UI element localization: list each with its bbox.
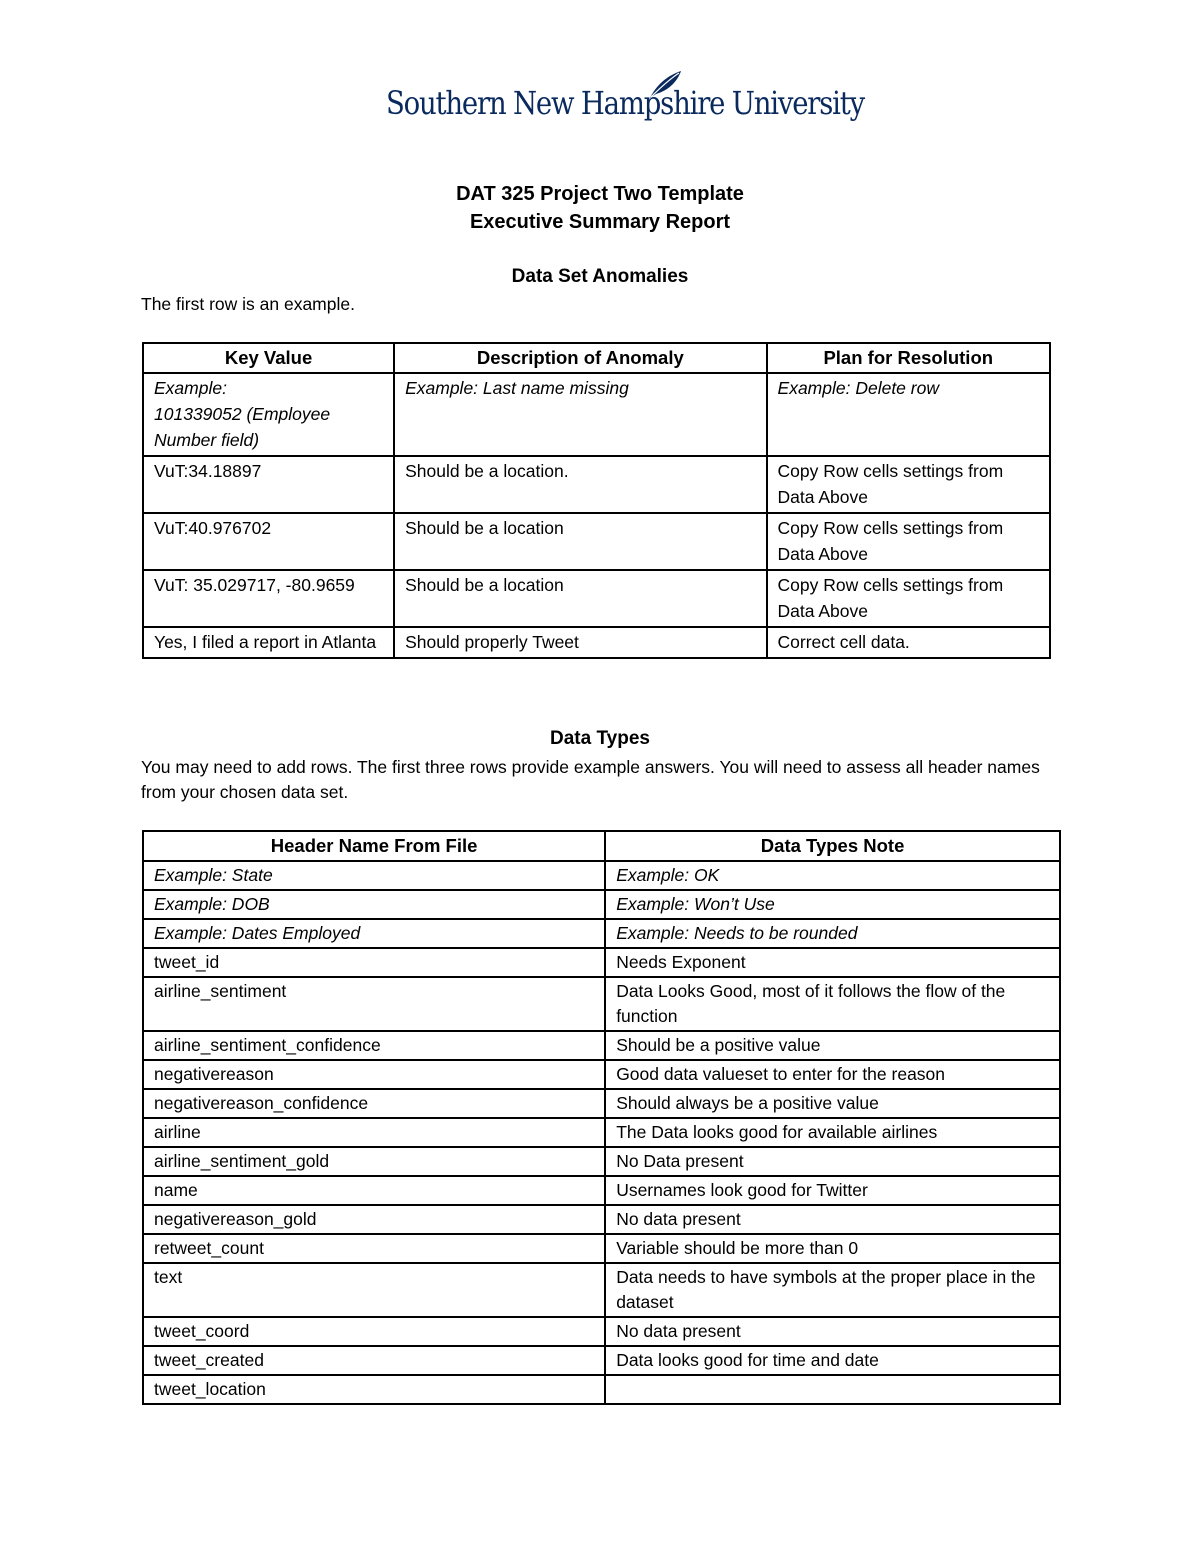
data-types-intro: You may need to add rows. The first three rows provide example answers. You will need to assess all header names from your chosen data set. bbox=[141, 757, 1040, 802]
description-cell: Should be a location. bbox=[394, 456, 766, 513]
document-subtitle: Executive Summary Report bbox=[469, 211, 731, 233]
table-row bbox=[143, 1263, 1060, 1317]
plan-cell: Copy Row cells settings from Data Above bbox=[767, 513, 1050, 570]
table-row bbox=[143, 1147, 1060, 1176]
header-name-cell: tweet_created bbox=[143, 1346, 605, 1375]
data-type-note-cell: Variable should be more than 0 bbox=[605, 1234, 1060, 1263]
table-row bbox=[143, 627, 1050, 658]
data-type-note-cell: Data looks good for time and date bbox=[605, 1346, 1060, 1375]
table-row bbox=[143, 1089, 1060, 1118]
data-type-note-cell: No Data present bbox=[605, 1147, 1060, 1176]
table-row bbox=[143, 948, 1060, 977]
header-name-cell: tweet_id bbox=[143, 948, 605, 977]
table-row bbox=[143, 513, 1050, 570]
header-name-cell: Example: Dates Employed bbox=[143, 919, 605, 948]
table-row bbox=[143, 1031, 1060, 1060]
header-name-cell: airline_sentiment_gold bbox=[143, 1147, 605, 1176]
column-header-header-name: Header Name From File bbox=[143, 831, 605, 861]
data-type-note-cell: Example: Won’t Use bbox=[605, 890, 1060, 919]
table-header-row bbox=[143, 343, 1050, 373]
feather-leaf-icon bbox=[648, 70, 682, 100]
data-type-note-cell: Data Looks Good, most of it follows the flow of the function bbox=[605, 977, 1060, 1031]
column-header-description: Description of Anomaly bbox=[394, 343, 766, 373]
header-name-cell: airline bbox=[143, 1118, 605, 1147]
table-row bbox=[143, 456, 1050, 513]
data-type-note-cell: Good data valueset to enter for the reason bbox=[605, 1060, 1060, 1089]
plan-cell: Example: Delete row bbox=[767, 373, 1050, 456]
table-row bbox=[143, 1375, 1060, 1404]
plan-cell: Copy Row cells settings from Data Above bbox=[767, 570, 1050, 627]
table-header-row bbox=[143, 831, 1060, 861]
data-type-note-cell: No data present bbox=[605, 1317, 1060, 1346]
header-name-cell: negativereason_gold bbox=[143, 1205, 605, 1234]
table-row bbox=[143, 1205, 1060, 1234]
table-row bbox=[143, 570, 1050, 627]
data-type-note-cell: No data present bbox=[605, 1205, 1060, 1234]
table-row bbox=[143, 1346, 1060, 1375]
column-header-data-types-note: Data Types Note bbox=[605, 831, 1060, 861]
anomalies-table bbox=[142, 342, 1051, 659]
header-name-cell: airline_sentiment_confidence bbox=[143, 1031, 605, 1060]
data-type-note-cell: Example: Needs to be rounded bbox=[605, 919, 1060, 948]
data-types-table bbox=[142, 830, 1061, 1405]
column-header-plan: Plan for Resolution bbox=[767, 343, 1050, 373]
header-name-cell: Example: DOB bbox=[143, 890, 605, 919]
header-name-cell: name bbox=[143, 1176, 605, 1205]
data-types-body bbox=[143, 861, 1060, 1404]
header-name-cell: text bbox=[143, 1263, 605, 1317]
description-cell: Should be a location bbox=[394, 570, 766, 627]
data-type-note-cell: Should always be a positive value bbox=[605, 1089, 1060, 1118]
table-row bbox=[143, 919, 1060, 948]
header-name-cell: retweet_count bbox=[143, 1234, 605, 1263]
header-name-cell: Example: State bbox=[143, 861, 605, 890]
data-type-note-cell: Example: OK bbox=[605, 861, 1060, 890]
table-row bbox=[143, 977, 1060, 1031]
university-logo bbox=[386, 70, 864, 136]
data-type-note-cell: The Data looks good for available airlines bbox=[605, 1118, 1060, 1147]
table-row bbox=[143, 1317, 1060, 1346]
data-type-note-cell bbox=[605, 1375, 1060, 1404]
key-value-cell: VuT: 35.029717, -80.9659 bbox=[143, 570, 394, 627]
logo-text: Southern New Hampshire University bbox=[386, 84, 864, 122]
anomalies-intro: The first row is an example. bbox=[141, 294, 355, 314]
data-type-note-cell: Should be a positive value bbox=[605, 1031, 1060, 1060]
column-header-key-value: Key Value bbox=[143, 343, 394, 373]
header-name-cell: tweet_coord bbox=[143, 1317, 605, 1346]
table-row bbox=[143, 1234, 1060, 1263]
data-types-heading: Data Types bbox=[550, 728, 650, 749]
key-value-cell: Yes, I filed a report in Atlanta bbox=[143, 627, 394, 658]
description-cell: Example: Last name missing bbox=[394, 373, 766, 456]
key-value-cell: VuT:34.18897 bbox=[143, 456, 394, 513]
data-type-note-cell: Needs Exponent bbox=[605, 948, 1060, 977]
data-type-note-cell: Usernames look good for Twitter bbox=[605, 1176, 1060, 1205]
document-title: DAT 325 Project Two Template bbox=[456, 183, 744, 205]
table-row bbox=[143, 1176, 1060, 1205]
table-row bbox=[143, 1060, 1060, 1089]
header-name-cell: negativereason_confidence bbox=[143, 1089, 605, 1118]
key-value-cell: Example: 101339052 (Employee Number field) bbox=[143, 373, 394, 456]
table-row bbox=[143, 890, 1060, 919]
data-type-note-cell: Data needs to have symbols at the proper place in the dataset bbox=[605, 1263, 1060, 1317]
header-name-cell: airline_sentiment bbox=[143, 977, 605, 1031]
header-name-cell: tweet_location bbox=[143, 1375, 605, 1404]
plan-cell: Correct cell data. bbox=[767, 627, 1050, 658]
header-name-cell: negativereason bbox=[143, 1060, 605, 1089]
table-row bbox=[143, 373, 1050, 456]
plan-cell: Copy Row cells settings from Data Above bbox=[767, 456, 1050, 513]
description-cell: Should properly Tweet bbox=[394, 627, 766, 658]
description-cell: Should be a location bbox=[394, 513, 766, 570]
table-row bbox=[143, 861, 1060, 890]
table-row bbox=[143, 1118, 1060, 1147]
key-value-cell: VuT:40.976702 bbox=[143, 513, 394, 570]
anomalies-heading: Data Set Anomalies bbox=[511, 266, 689, 287]
